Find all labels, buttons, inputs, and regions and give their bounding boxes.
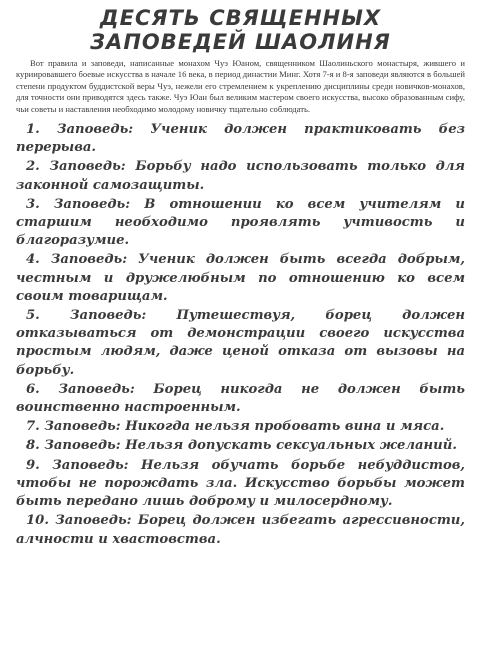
- commandment-text: Заповедь: Борьбу надо использовать только для законной самозащиты.: [16, 159, 465, 193]
- commandment-item: [16, 158, 465, 194]
- commandment-item: [16, 437, 465, 455]
- commandment-item: [16, 381, 465, 417]
- commandment-text: Заповедь: Нельзя обучать борьбе небуддистов, чтобы не порождать зла. Искусство борьбы может быть передано лишь доброму и милосердному.: [16, 457, 466, 510]
- commandment-number: 10.: [26, 513, 49, 529]
- commandment-number: 5.: [26, 308, 40, 324]
- commandment-text: Заповедь: Ученик должен быть всегда добрым, честным и дружелюбным по отношению ко всем своим товарищам.: [16, 252, 465, 304]
- page-title: [16, 6, 465, 54]
- commandment-number: 3.: [26, 196, 40, 212]
- commandment-text: Заповедь: Ученик должен практиковать без перерыва.: [16, 122, 465, 156]
- commandment-item: [16, 307, 465, 380]
- commandment-item: [16, 457, 465, 512]
- commandments-list: [16, 121, 465, 549]
- commandment-text: Заповедь: Борец никогда не должен быть воинственно настроенным.: [16, 381, 465, 416]
- commandment-text: Заповедь: Никогда нельзя пробовать вина и мяса.: [44, 419, 445, 435]
- commandment-item: [16, 512, 465, 548]
- commandment-item: [16, 251, 465, 306]
- title-line-2: ЗАПОВЕДЕЙ ШАОЛИНЯ: [90, 30, 391, 54]
- commandment-text: Заповедь: Путешествуя, борец должен отказываться от демонстрации своего искусства простым людям, даже ценой отказа от вызовы на борьбу.: [16, 308, 465, 378]
- intro-paragraph: Вот правила и заповеди, написанные монахом Чуэ Юаном, священником Шаолиньского монастыря, жившего и куриировавшего боевые искусства в начале 16 века, в период династии Минг. Хотя 7-я и 8-я заповеди являются в большей степени продуктом буддистской веры Чуэ, нежели его стремлением к укреплению дисциплины среди новичков-монахов, для точности они приводятся здесь также. Чуэ Юан был великим мастером своего искусства, высоко образованным сифу, чьи советы и наставления необходимо молодому новичку тщательно соблюдать.: [16, 58, 465, 114]
- commandment-number: 6.: [26, 381, 40, 397]
- commandment-number: 4.: [26, 252, 40, 268]
- commandment-number: 9.: [26, 457, 40, 473]
- commandment-text: Заповедь: Нельзя допускать сексуальных желаний.: [44, 438, 457, 454]
- commandment-item: [16, 196, 465, 251]
- commandment-number: 1.: [26, 122, 40, 138]
- title-line-1: ДЕСЯТЬ СВЯЩЕННЫХ: [99, 6, 382, 30]
- commandment-text: Заповедь: В отношении ко всем учителям и старшим необходимо проявлять учтивость и благоразумие.: [16, 196, 466, 249]
- commandment-text: Заповедь: Борец должен избегать агрессивности, алчности и хвастовства.: [16, 513, 465, 547]
- commandment-item: [16, 121, 465, 157]
- commandment-number: 8.: [26, 438, 40, 454]
- commandment-number: 7.: [26, 419, 40, 435]
- commandment-number: 2.: [26, 159, 40, 175]
- commandment-item: [16, 418, 465, 436]
